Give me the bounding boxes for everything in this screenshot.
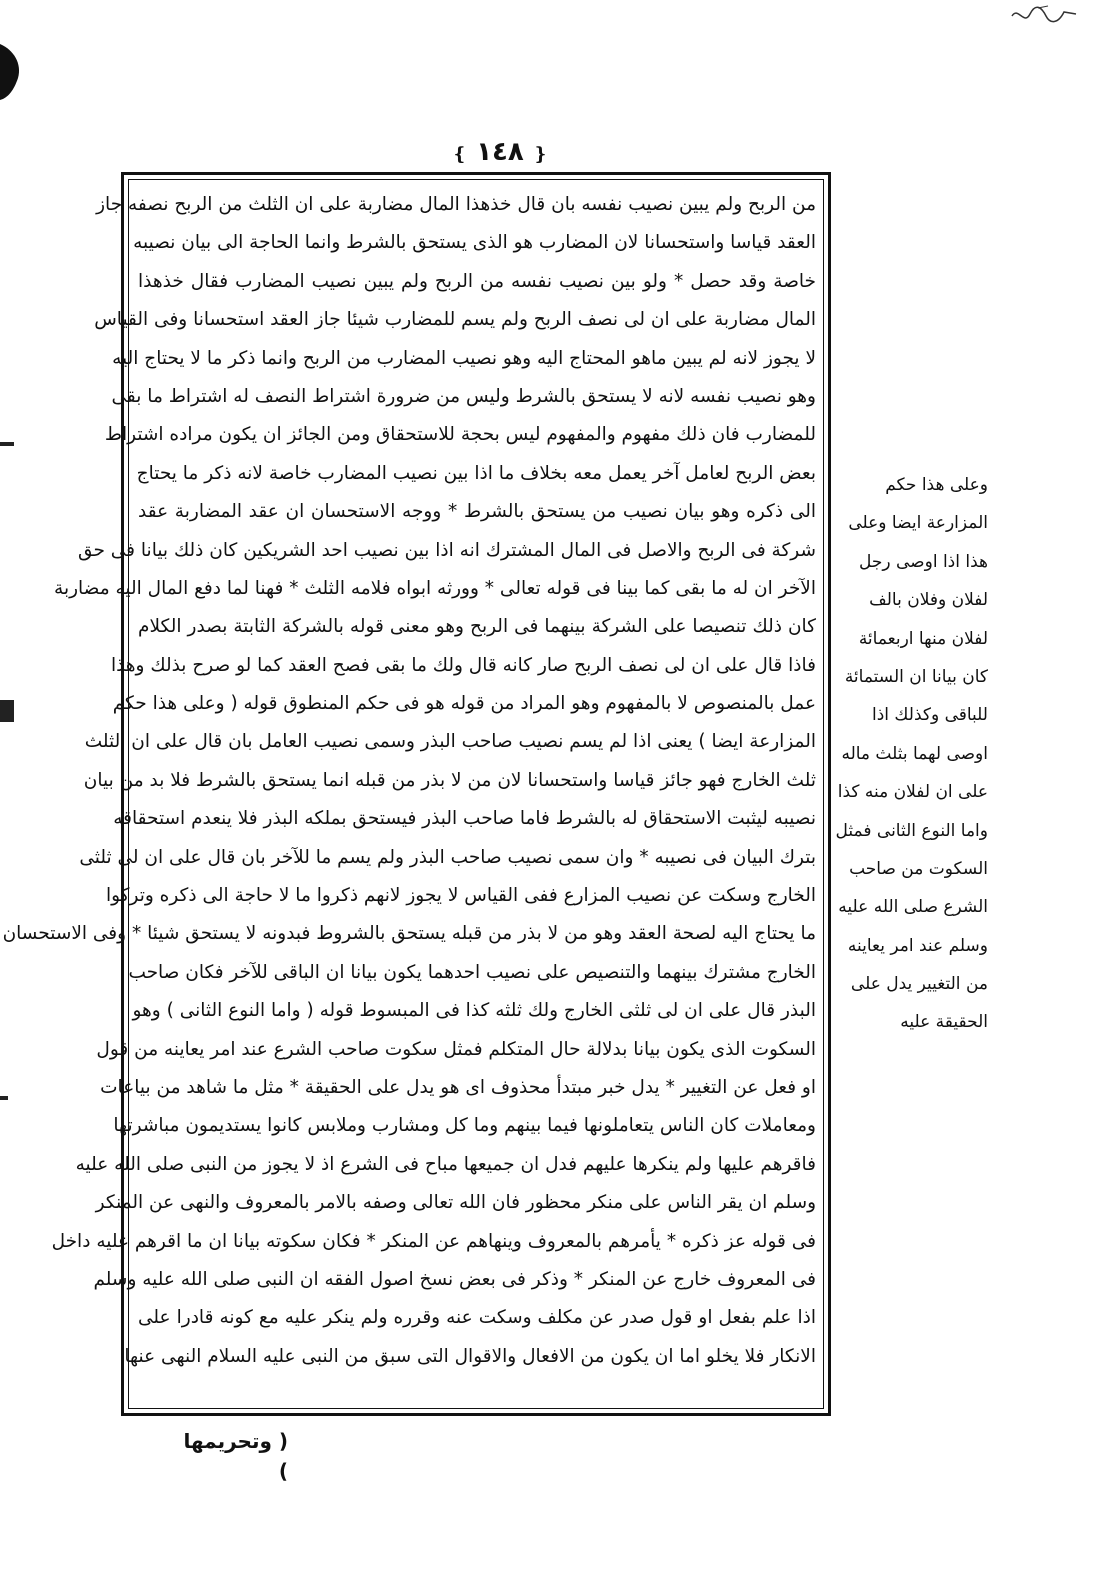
main-text-line: فاقرهم عليها ولم ينكرها عليهم فدل ان جميعها مباح فى الشرع اذ لا يجوز من النبى صلى الله عليه — [75, 1153, 816, 1175]
margin-note-line: من التغيير يدل على — [850, 974, 988, 995]
ornament-right: ❵ — [532, 144, 548, 165]
main-text-block — [2, 186, 816, 1376]
margin-note-line: هذا اذا اوصى رجل — [859, 551, 988, 572]
margin-note-line: واما النوع الثانى فمثل — [835, 820, 988, 841]
main-text-line: ثلث الخارج فهو جائز قياسا واستحسانا لان من لا بذر من قبله انما يستحق بالشرط فلا بد من بيان — [83, 769, 816, 791]
ornament-left: ❴ — [452, 144, 468, 165]
margin-note-line: المزارعة ايضا وعلى — [848, 513, 988, 534]
main-text-line: كان ذلك تنصيصا على الشركة بينهما فى الربح وهو معنى قوله بالشركة الثابتة بصدر الكلام — [138, 616, 816, 638]
main-text-line: ما يحتاج اليه لصحة العقد وهو من لا بذر من قبله يستحق بالشروط فبدونه لا يستحق شيئا * وفى الاستحسان — [2, 923, 816, 945]
main-text-line: عمل بالمنصوص لا بالمفهوم وهو المراد من قوله هو فى حكم المنطوق قوله ( وعلى هذا حكم — [112, 693, 816, 715]
margin-mark — [0, 1096, 8, 1100]
margin-note-line: الحقيقة عليه — [900, 1012, 988, 1033]
margin-note-line: على ان لفلان منه كذا — [837, 782, 988, 803]
margin-note-line: اوصى لهما بثلث ماله — [841, 743, 988, 764]
main-text-line: المزارعة ايضا ) يعنى اذا لم يسم نصيب صاحب البذر وسمى نصيب العامل بان قال على ان الثلث — [84, 731, 816, 753]
main-text-line: لا يجوز لانه لم يبين ماهو المحتاج اليه وهو نصيب المضارب من الربح وانما ذكر ما لا يحتاج اليه — [112, 347, 816, 369]
margin-mark — [0, 700, 14, 722]
main-text-line: المال مضاربة على ان لى نصف الربح ولم يسم للمضارب شيئا جاز العقد استحسانا وفى القياس — [94, 309, 816, 331]
main-text-line: شركة فى الربح والاصل فى المال المشترك انه اذا بين نصيب احد الشريكين كان ذلك بيانا فى حق — [78, 539, 816, 561]
main-text-line: بعض الربح لعامل آخر يعمل معه بخلاف ما اذا بين نصيب المضارب خاصة لانه ذكر ما يحتاج — [136, 462, 816, 484]
margin-note-line: وسلم عند امر يعاينه — [847, 935, 988, 956]
margin-note-line: للباقى وكذلك اذا — [872, 705, 988, 726]
margin-note-line: لفلان منها اربعمائة — [858, 628, 988, 649]
page-number — [440, 134, 560, 170]
main-text-line: او فعل عن التغيير * يدل خبر مبتدأ محذوف اى هو يدل على الحقيقة * مثل ما شاهد من بياعات — [100, 1076, 816, 1098]
main-text-line: الآخر ان له ما بقى كما بينا فى قوله تعالى * وورثه ابواه فلامه الثلث * فهنا لما دفع المال اليه مضاربة — [54, 577, 816, 599]
margin-note-line: لفلان وفلان بالف — [869, 590, 988, 611]
ink-blot-decoration — [0, 44, 22, 100]
main-text-line: وسلم ان يقر الناس على منكر محظور فان الله تعالى وصفه بالامر بالمعروف والنهى عن المنكر — [95, 1192, 816, 1214]
main-text-line: فى قوله عز ذكره * يأمرهم بالمعروف وينهاهم عن المنكر * فكان سكوته بيانا ان ما اقرهم عليه داخل — [51, 1230, 816, 1252]
catchword: ( وتحريمها ) — [183, 1429, 288, 1483]
main-text-line: البذر قال على ان لى ثلثى الخارج ولك ثلثه كذا فى المبسوط قوله ( واما النوع الثانى ) وهو — [132, 1000, 816, 1022]
margin-mark — [0, 442, 14, 446]
main-text-line: خاصة وقد حصل * ولو بين نصيب نفسه من الربح ولم يبين نصيب المضارب فقال خذهذا — [138, 270, 816, 292]
margin-note-line: السكوت من صاحب — [849, 858, 988, 879]
main-text-line: من الربح ولم يبين نصيب نفسه بان قال خذهذا المال مضاربة على ان الثلث من الربح نصفه جاز — [96, 194, 816, 215]
main-text-line: فى المعروف خارج عن المنكر * وذكر فى بعض نسخ اصول الفقه ان النبى صلى الله عليه وسلم — [93, 1268, 816, 1290]
page-number-text: ١٤٨ — [476, 137, 524, 167]
main-text-line: العقد قياسا واستحسانا لان المضارب هو الذى يستحق بالشرط وانما الحاجة الى بيان نصيبه — [133, 232, 816, 254]
margin-commentary — [835, 466, 988, 1042]
main-text-line: السكوت الذى يكون بيانا بدلالة حال المتكلم فمثل سكوت صاحب الشرع عند امر يعاينه من قول — [96, 1038, 816, 1060]
main-text-line: بترك البيان فى نصيبه * وان سمى نصيب صاحب البذر ولم يسم ما للآخر بان قال على ان لى ثلثى — [79, 846, 816, 868]
main-text-line: للمضارب فان ذلك مفهوم والمفهوم ليس بحجة للاستحقاق ومن الجائز ان يكون مراده اشتراط — [104, 424, 816, 446]
main-text-line: الخارج مشترك بينهما والتنصيص على نصيب احدهما يكون بيانا ان الباقى للآخر فكان صاحب — [128, 961, 816, 983]
main-text-line: ومعاملات كان الناس يتعاملونها فيما بينهم وما كل ومشارب وملابس كانوا يستديمون مباشرتها — [113, 1115, 816, 1137]
main-text-line: الانكار فلا يخلو اما ان يكون من الافعال والاقوال التى سبق من النبى عليه السلام النهى عنها — [124, 1345, 816, 1367]
main-text-line: فاذا قال على ان لى نصف الربح صار كانه قال ولك ما بقى فصح العقد كما لو صرح بذلك وهذا — [110, 654, 816, 676]
main-text-line: اذا علم بفعل او قول صدر عن مكلف وسكت عنه وقرره ولم ينكر عليه مع كونه قادرا على — [138, 1307, 816, 1329]
handwritten-signature — [1008, 2, 1080, 30]
margin-note-line: الشرع صلى الله عليه — [838, 897, 988, 918]
margin-note-line: كان بيانا ان الستمائة — [844, 666, 988, 687]
main-text-line: الخارج وسكت عن نصيب المزارع ففى القياس لا يجوز لانهم ذكروا ما لا حاجة الى ذكره وتركوا — [105, 885, 816, 907]
main-text-line: نصيبه ليثبت الاستحقاق له بالشرط فاما صاحب البذر فيستحق بملكه البذر فلا ينعدم استحقاقه — [113, 808, 816, 830]
margin-note-line: وعلى هذا حكم — [885, 475, 988, 495]
main-text-line: الى ذكره وهو بيان نصيب من يستحق بالشرط * ووجه الاستحسان ان عقد المضاربة عقد — [138, 501, 816, 523]
main-text-line: وهو نصيب نفسه لانه لا يستحق بالشرط وليس من ضرورة اشتراط النصف له اشتراط ما بقى — [111, 385, 816, 407]
